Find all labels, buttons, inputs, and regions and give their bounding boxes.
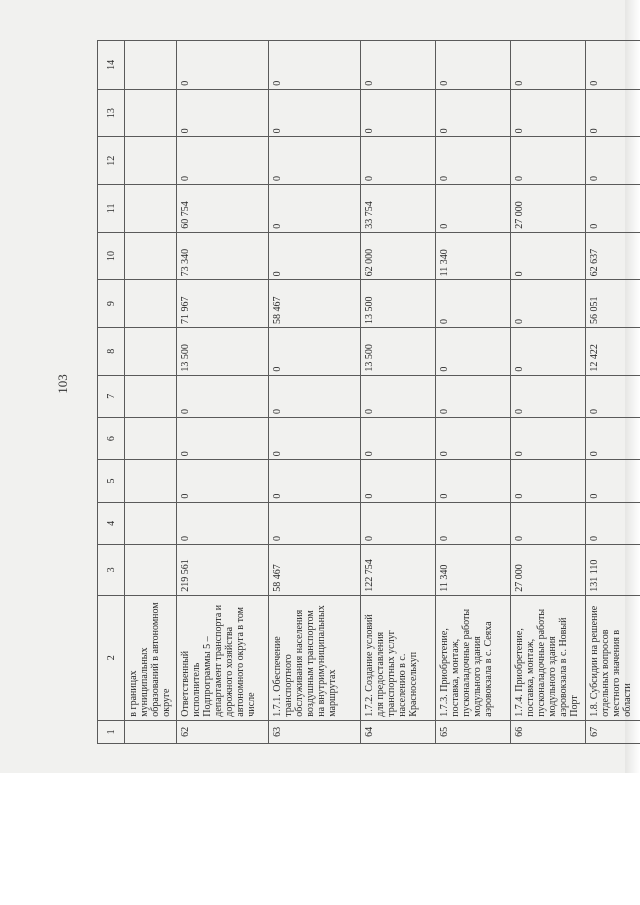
value-cell: 0 <box>586 89 640 137</box>
value-cell: 0 <box>511 327 586 375</box>
value-cell: 0 <box>361 41 436 90</box>
budget-table <box>97 40 640 744</box>
header-cell: 11 <box>98 185 125 233</box>
value-cell: 13 500 <box>361 327 436 375</box>
row-title-cell: Ответственный исполнитель Подпрограммы 5 – департамент транспорта и дорожного хозяйства автономного округа в том числе <box>177 595 269 720</box>
value-cell: 0 <box>511 375 586 417</box>
header-cell: 1 <box>98 720 125 743</box>
table-row <box>125 41 177 744</box>
value-cell: 0 <box>177 417 269 459</box>
row-number-cell: 62 <box>177 720 269 743</box>
value-cell: 0 <box>511 280 586 328</box>
header-cell: 13 <box>98 89 125 137</box>
row-title-cell: 1.7.4. Приобретение, поставка, монтаж, пусконаладочные работы модульного здания аэровокзала в с. Новый Порт <box>511 595 586 720</box>
value-cell: 0 <box>269 137 361 185</box>
header-cell: 2 <box>98 595 125 720</box>
value-cell: 0 <box>361 375 436 417</box>
value-cell: 131 110 <box>586 544 640 595</box>
value-cell: 13 500 <box>361 280 436 328</box>
value-cell: 0 <box>586 375 640 417</box>
value-cell: 0 <box>511 417 586 459</box>
value-cell: 73 340 <box>177 232 269 280</box>
value-cell: 0 <box>511 460 586 502</box>
value-cell <box>125 417 177 459</box>
row-title-cell: 1.8. Субсидии на решение отдельных вопросов местного значения в области <box>586 595 640 720</box>
value-cell: 0 <box>436 41 511 90</box>
value-cell <box>125 327 177 375</box>
value-cell: 0 <box>269 375 361 417</box>
value-cell: 0 <box>586 460 640 502</box>
value-cell: 0 <box>177 502 269 544</box>
row-title-cell: в границах муниципальных образований в автономном округе <box>125 595 177 720</box>
value-cell: 0 <box>269 502 361 544</box>
value-cell: 0 <box>586 137 640 185</box>
value-cell: 0 <box>269 185 361 233</box>
header-cell: 12 <box>98 137 125 185</box>
value-cell <box>125 375 177 417</box>
value-cell: 0 <box>511 137 586 185</box>
header-cell: 10 <box>98 232 125 280</box>
row-number-cell: 64 <box>361 720 436 743</box>
value-cell: 0 <box>436 89 511 137</box>
header-cell: 5 <box>98 460 125 502</box>
row-number-cell: 65 <box>436 720 511 743</box>
value-cell: 71 967 <box>177 280 269 328</box>
value-cell: 0 <box>361 502 436 544</box>
header-cell: 3 <box>98 544 125 595</box>
header-cell: 7 <box>98 375 125 417</box>
value-cell: 0 <box>269 327 361 375</box>
row-title-cell: 1.7.1. Обеспечение транспортного обслуживания населения воздушным транспортом на внутримуниципальных маршрутах <box>269 595 361 720</box>
value-cell: 11 340 <box>436 232 511 280</box>
value-cell <box>125 502 177 544</box>
value-cell: 12 422 <box>586 327 640 375</box>
table-row <box>177 41 269 744</box>
value-cell: 60 754 <box>177 185 269 233</box>
value-cell: 0 <box>511 89 586 137</box>
header-cell: 9 <box>98 280 125 328</box>
value-cell: 0 <box>269 41 361 90</box>
value-cell: 0 <box>511 41 586 90</box>
value-cell: 0 <box>436 280 511 328</box>
value-cell: 0 <box>177 41 269 90</box>
value-cell: 0 <box>436 327 511 375</box>
value-cell: 0 <box>436 460 511 502</box>
value-cell: 0 <box>269 460 361 502</box>
table-row <box>436 41 511 744</box>
value-cell: 0 <box>436 137 511 185</box>
value-cell: 0 <box>436 375 511 417</box>
value-cell: 0 <box>361 89 436 137</box>
value-cell: 0 <box>436 417 511 459</box>
value-cell: 27 000 <box>511 185 586 233</box>
table-row <box>269 41 361 744</box>
table-row <box>361 41 436 744</box>
value-cell: 0 <box>361 460 436 502</box>
value-cell <box>125 280 177 328</box>
value-cell: 0 <box>511 502 586 544</box>
row-title-cell: 1.7.3. Приобретение, поставка, монтаж, пусконаладочные работы модульного здания аэровокзала в с. Сеяха <box>436 595 511 720</box>
value-cell: 0 <box>177 89 269 137</box>
value-cell: 33 754 <box>361 185 436 233</box>
header-cell: 14 <box>98 41 125 90</box>
value-cell: 0 <box>361 417 436 459</box>
value-cell: 62 637 <box>586 232 640 280</box>
value-cell: 0 <box>586 502 640 544</box>
value-cell: 0 <box>177 137 269 185</box>
value-cell: 27 000 <box>511 544 586 595</box>
value-cell: 0 <box>177 460 269 502</box>
value-cell: 122 754 <box>361 544 436 595</box>
value-cell <box>125 544 177 595</box>
value-cell: 56 051 <box>586 280 640 328</box>
value-cell <box>125 41 177 90</box>
value-cell: 58 467 <box>269 544 361 595</box>
row-number-cell: 67 <box>586 720 640 743</box>
value-cell <box>125 460 177 502</box>
header-cell: 4 <box>98 502 125 544</box>
table-header-row <box>98 41 125 744</box>
value-cell: 0 <box>436 502 511 544</box>
table-row <box>511 41 586 744</box>
header-cell: 8 <box>98 327 125 375</box>
value-cell: 0 <box>269 89 361 137</box>
value-cell: 0 <box>177 375 269 417</box>
value-cell: 0 <box>586 185 640 233</box>
value-cell <box>125 232 177 280</box>
value-cell: 0 <box>586 41 640 90</box>
value-cell: 0 <box>586 417 640 459</box>
value-cell: 62 000 <box>361 232 436 280</box>
header-cell: 6 <box>98 417 125 459</box>
value-cell: 58 467 <box>269 280 361 328</box>
value-cell: 0 <box>269 232 361 280</box>
row-title-cell: 1.7.2. Создание условий для предоставления транспортных услуг населению в с. Красноселькуп <box>361 595 436 720</box>
budget-table-rotated <box>97 40 633 744</box>
value-cell: 11 340 <box>436 544 511 595</box>
value-cell <box>125 89 177 137</box>
table-row <box>586 41 640 744</box>
value-cell: 0 <box>511 232 586 280</box>
page-number: 103 <box>54 374 70 394</box>
value-cell <box>125 137 177 185</box>
value-cell: 219 561 <box>177 544 269 595</box>
row-number-cell: 63 <box>269 720 361 743</box>
row-number-cell: 66 <box>511 720 586 743</box>
value-cell: 0 <box>361 137 436 185</box>
row-number-cell <box>125 720 177 743</box>
value-cell: 13 500 <box>177 327 269 375</box>
value-cell: 0 <box>269 417 361 459</box>
value-cell <box>125 185 177 233</box>
value-cell: 0 <box>436 185 511 233</box>
